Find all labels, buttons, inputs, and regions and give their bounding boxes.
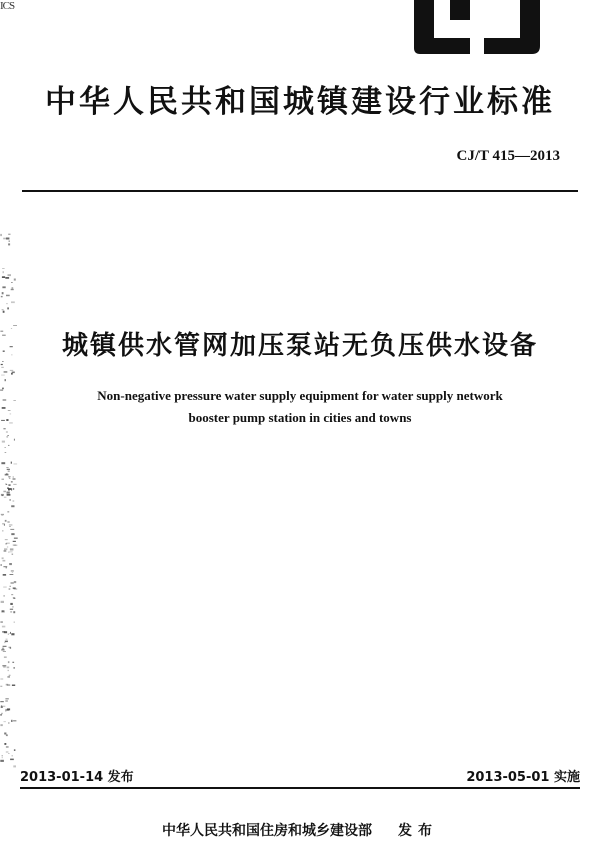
publisher-name: 中华人民共和国住房和城乡建设部 [162,823,372,839]
publisher-line [0,820,600,840]
title-english-line-2: booster pump station in cities and towns [188,410,412,425]
title-english-line-1: Non-negative pressure water supply equipment for water supply network [97,388,503,403]
issue-date: 2013-01-14 发布 [20,770,134,785]
title-chinese: 城镇供水管网加压泵站无负压供水设备 [61,331,538,361]
scan-edge-noise [0,230,30,770]
publish-action: 发布 [398,823,438,839]
standard-number: CJ/T 415—2013 [456,148,560,164]
header-divider [22,190,578,192]
title-english [0,385,600,429]
corner-mark: ICS [0,0,15,12]
implementation-date: 2013-05-01 实施 [466,770,580,785]
cj-logo [412,0,542,54]
standard-category: 中华人民共和国城镇建设行业标准 [45,84,555,120]
footer-divider [20,787,580,789]
